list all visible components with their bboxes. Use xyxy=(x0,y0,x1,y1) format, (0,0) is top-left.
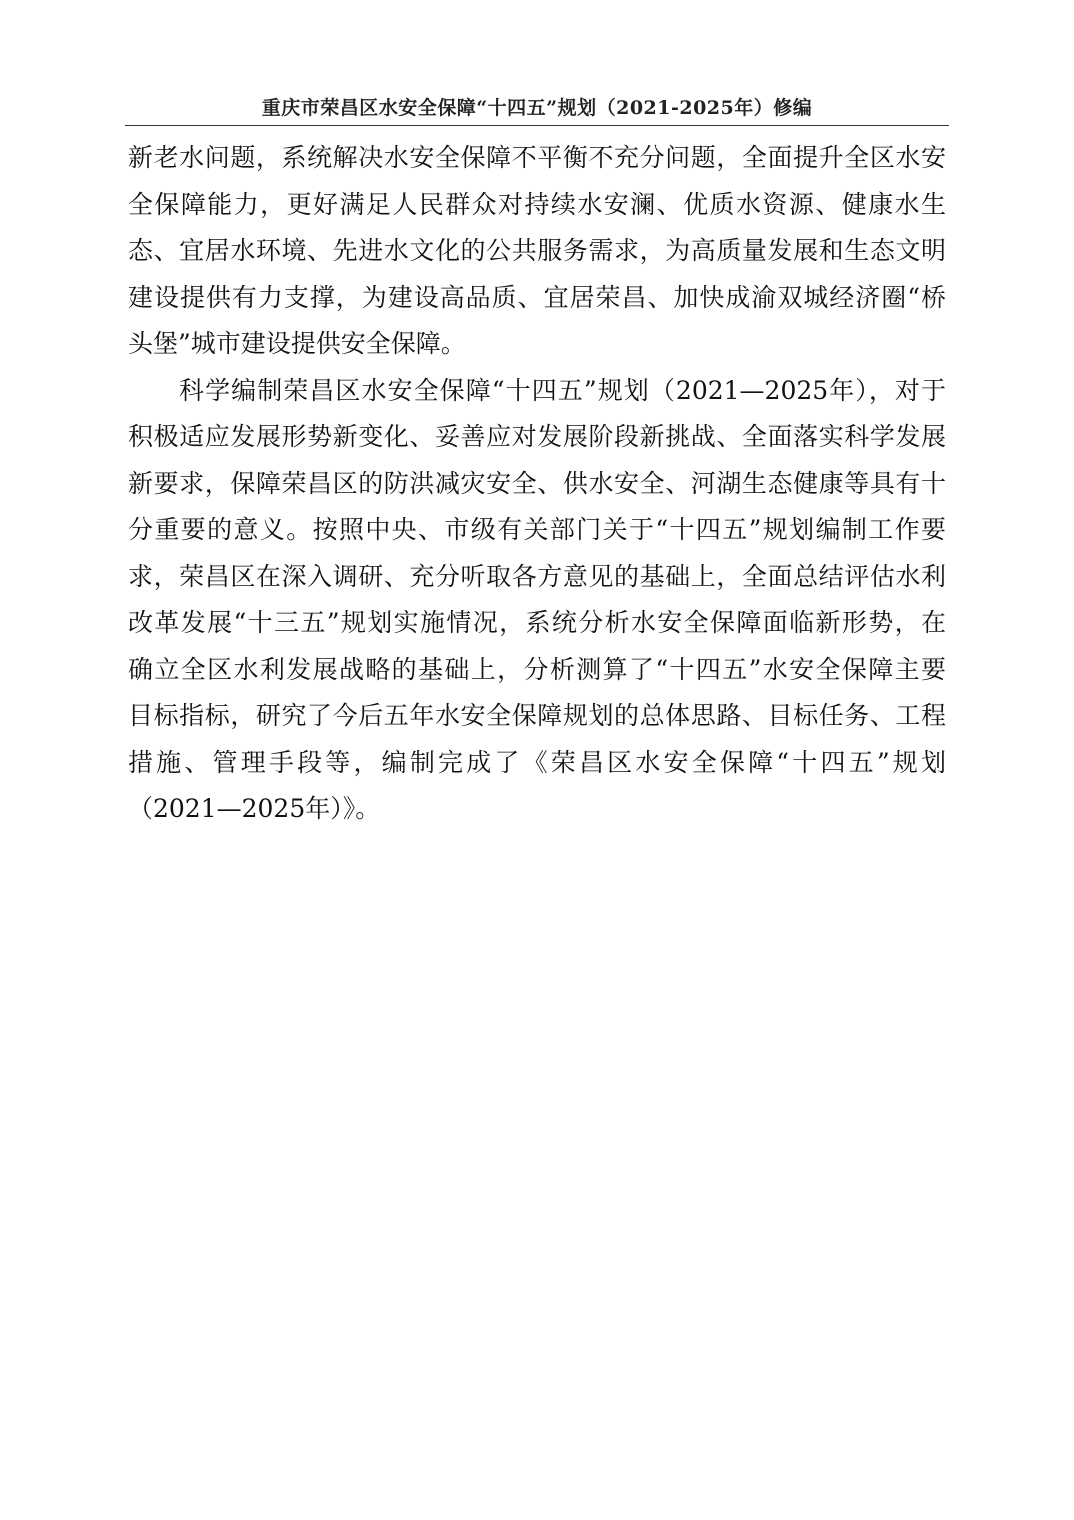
text-line: 积极适应发展形势新变化、妥善应对发展阶段新挑战、全面落实科学发展 xyxy=(128,422,946,451)
text-line: 措施、管理手段等，编制完成了《荣昌区水安全保障“十四五”规划 xyxy=(128,747,946,777)
text-line: 改革发展“十三五”规划实施情况，系统分析水安全保障面临新形势，在 xyxy=(128,608,946,637)
body-text xyxy=(128,135,946,833)
text-line: 建设提供有力支撑，为建设高品质、宜居荣昌、加快成渝双城经济圈“桥 xyxy=(128,282,946,312)
text-line: 目标指标，研究了今后五年水安全保障规划的总体思路、目标任务、工程 xyxy=(128,701,946,730)
paragraph-continuation xyxy=(128,135,946,368)
running-header: 重庆市荣昌区水安全保障“十四五”规划（2021-2025年）修编 xyxy=(261,97,813,119)
text-line: 头堡”城市建设提供安全保障。 xyxy=(128,329,466,358)
text-line: （2021—2025年）》。 xyxy=(128,794,381,823)
paragraph-planning xyxy=(128,368,946,833)
text-line: 科学编制荣昌区水安全保障“十四五”规划（2021—2025年），对于 xyxy=(179,375,946,405)
text-line: 新老水问题，系统解决水安全保障不平衡不充分问题，全面提升全区水安 xyxy=(128,143,946,172)
text-line: 新要求，保障荣昌区的防洪减灾安全、供水安全、河湖生态健康等具有十 xyxy=(128,468,946,498)
text-line: 态、宜居水环境、先进水文化的公共服务需求，为高质量发展和生态文明 xyxy=(128,236,946,265)
text-line: 全保障能力，更好满足人民群众对持续水安澜、优质水资源、健康水生 xyxy=(128,189,946,219)
text-line: 求，荣昌区在深入调研、充分听取各方意见的基础上，全面总结评估水利 xyxy=(128,561,946,591)
header-rule xyxy=(125,125,949,126)
text-line: 确立全区水利发展战略的基础上，分析测算了“十四五”水安全保障主要 xyxy=(128,654,946,684)
text-line: 分重要的意义。按照中央、市级有关部门关于“十四五”规划编制工作要 xyxy=(128,515,946,544)
